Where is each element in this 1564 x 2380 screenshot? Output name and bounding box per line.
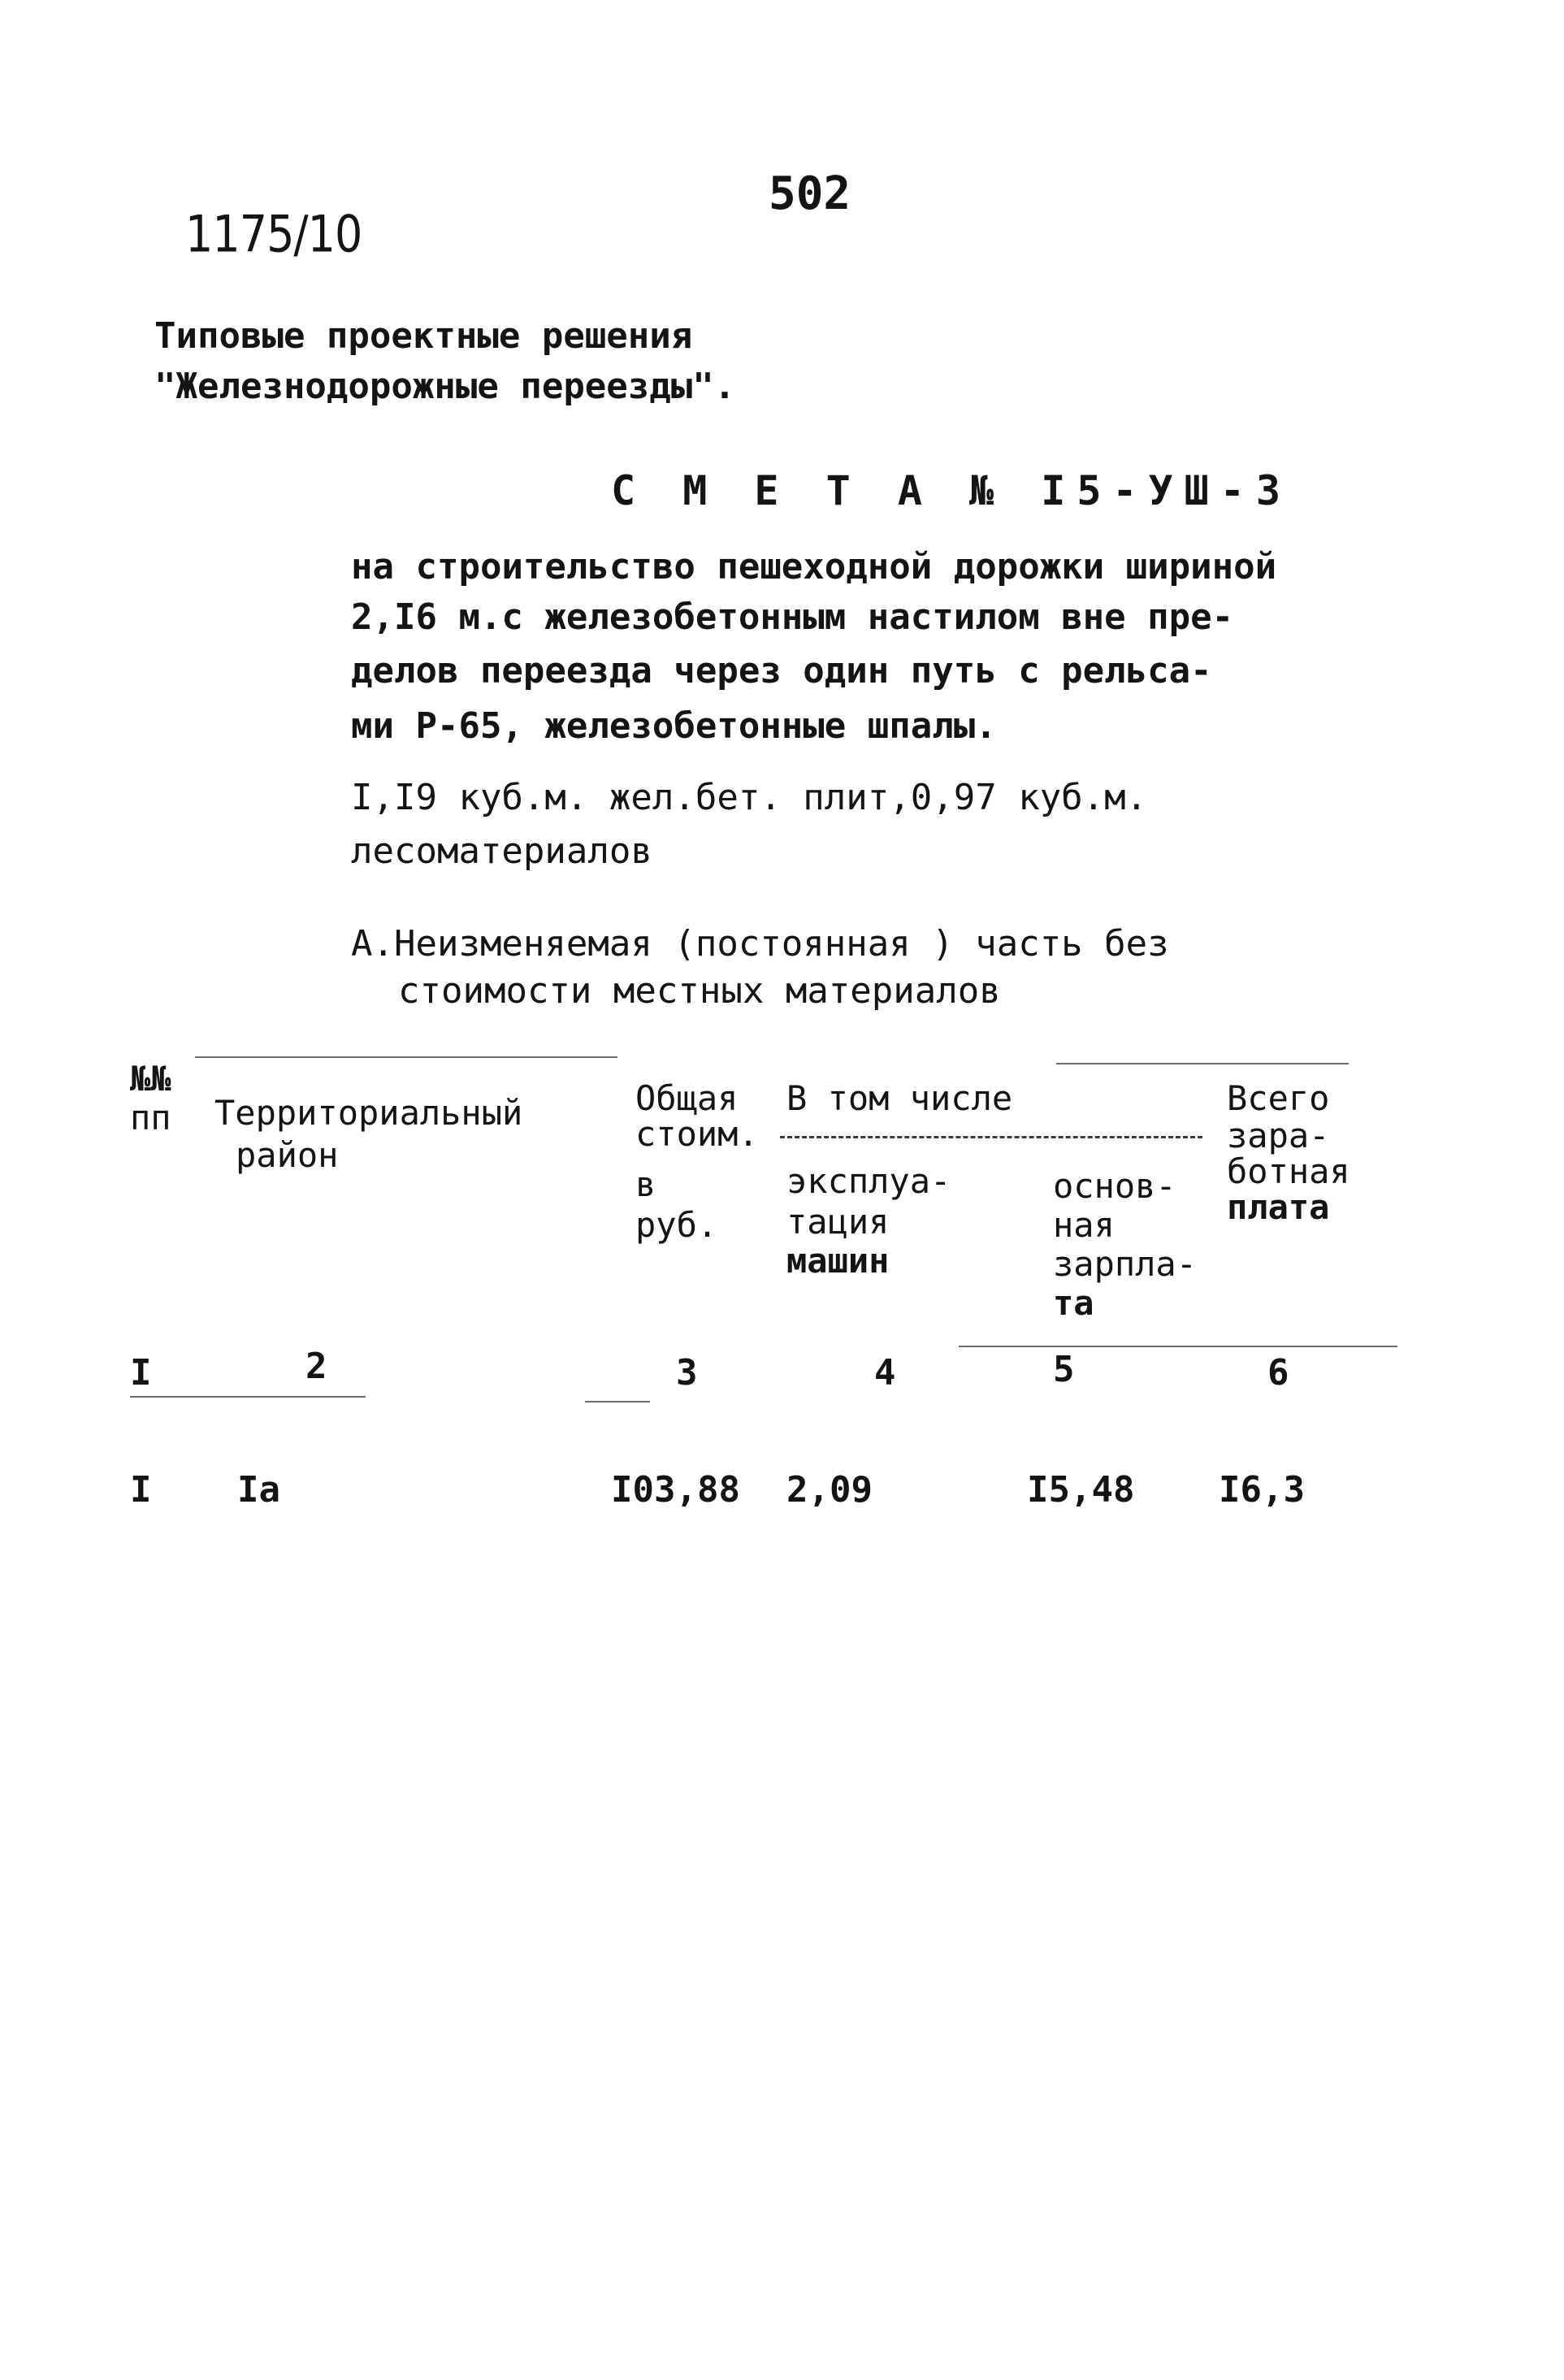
header-basic-wage-1: основ- bbox=[1053, 1166, 1176, 1206]
document-title: С М Е Т А № I5-УШ-3 bbox=[611, 467, 1292, 514]
table-top-rule-left bbox=[195, 1056, 617, 1058]
row-1-exploitation: 2,09 bbox=[786, 1469, 873, 1511]
intro-line-1: Типовые проектные решения bbox=[154, 315, 693, 357]
header-exploitation-2: тация bbox=[786, 1202, 890, 1242]
header-basic-wage-3: зарпла- bbox=[1053, 1244, 1198, 1284]
row-1-basic-wage: I5,48 bbox=[1027, 1469, 1135, 1511]
column-number-4: 4 bbox=[874, 1352, 896, 1394]
materials-line-2: лесоматериалов bbox=[351, 830, 652, 872]
intro-line-2: "Железнодорожные переезды". bbox=[154, 366, 736, 407]
header-total-wage-1: Всего bbox=[1227, 1078, 1330, 1118]
header-num-1: №№ bbox=[130, 1059, 171, 1099]
header-total-4: руб. bbox=[635, 1205, 718, 1245]
header-total-wage-3: ботная bbox=[1227, 1151, 1350, 1191]
row-1-total: I03,88 bbox=[611, 1469, 740, 1511]
description-line-4: ми Р-65, железобетонные шпалы. bbox=[351, 705, 997, 747]
header-total-wage-2: зара- bbox=[1227, 1116, 1330, 1155]
column-numbers-top-rule bbox=[959, 1346, 1397, 1347]
header-exploitation-1: эксплуа- bbox=[786, 1161, 951, 1201]
column-number-6: 6 bbox=[1267, 1352, 1289, 1394]
column-numbers-bottom-rule-left bbox=[130, 1396, 366, 1398]
table-top-rule-right bbox=[1056, 1063, 1349, 1064]
description-line-2: 2,I6 м.с железобетонным настилом вне пре- bbox=[351, 596, 1234, 638]
row-1-num: I bbox=[130, 1469, 152, 1511]
header-including-rule bbox=[780, 1136, 1202, 1138]
header-num-2: пп bbox=[130, 1098, 171, 1138]
column-number-3: 3 bbox=[676, 1352, 698, 1394]
description-line-1: на строительство пешеходной дорожки шириной bbox=[351, 546, 1277, 587]
header-including: В том числе bbox=[786, 1078, 1013, 1118]
description-line-3: делов переезда через один путь с рельса- bbox=[351, 650, 1212, 691]
header-total-2: стоим. bbox=[635, 1114, 759, 1154]
header-region-2: район bbox=[236, 1135, 339, 1175]
header-exploitation-3: машин bbox=[786, 1241, 890, 1281]
section-heading-line-1: А.Неизменяемая (постоянная ) часть без bbox=[351, 923, 1169, 965]
header-basic-wage-4: та bbox=[1053, 1283, 1094, 1323]
header-region-1: Территориальный bbox=[214, 1093, 523, 1133]
header-total-1: Общая bbox=[635, 1078, 739, 1118]
section-heading-line-2: стоимости местных материалов bbox=[398, 970, 1001, 1012]
page-number: 502 bbox=[769, 167, 851, 220]
column-number-1: I bbox=[130, 1352, 152, 1394]
header-basic-wage-2: ная bbox=[1053, 1205, 1115, 1245]
column-numbers-bottom-rule-mid bbox=[585, 1401, 650, 1402]
header-total-wage-4: плата bbox=[1227, 1187, 1330, 1227]
archive-number: 1175/10 bbox=[185, 205, 362, 264]
header-total-3: в bbox=[635, 1164, 656, 1204]
materials-line-1: I,I9 куб.м. жел.бет. плит,0,97 куб.м. bbox=[351, 777, 1148, 818]
column-number-5: 5 bbox=[1053, 1349, 1075, 1390]
row-1-region: Iа bbox=[237, 1469, 280, 1511]
row-1-total-wage: I6,3 bbox=[1219, 1469, 1305, 1511]
column-number-2: 2 bbox=[305, 1346, 327, 1387]
